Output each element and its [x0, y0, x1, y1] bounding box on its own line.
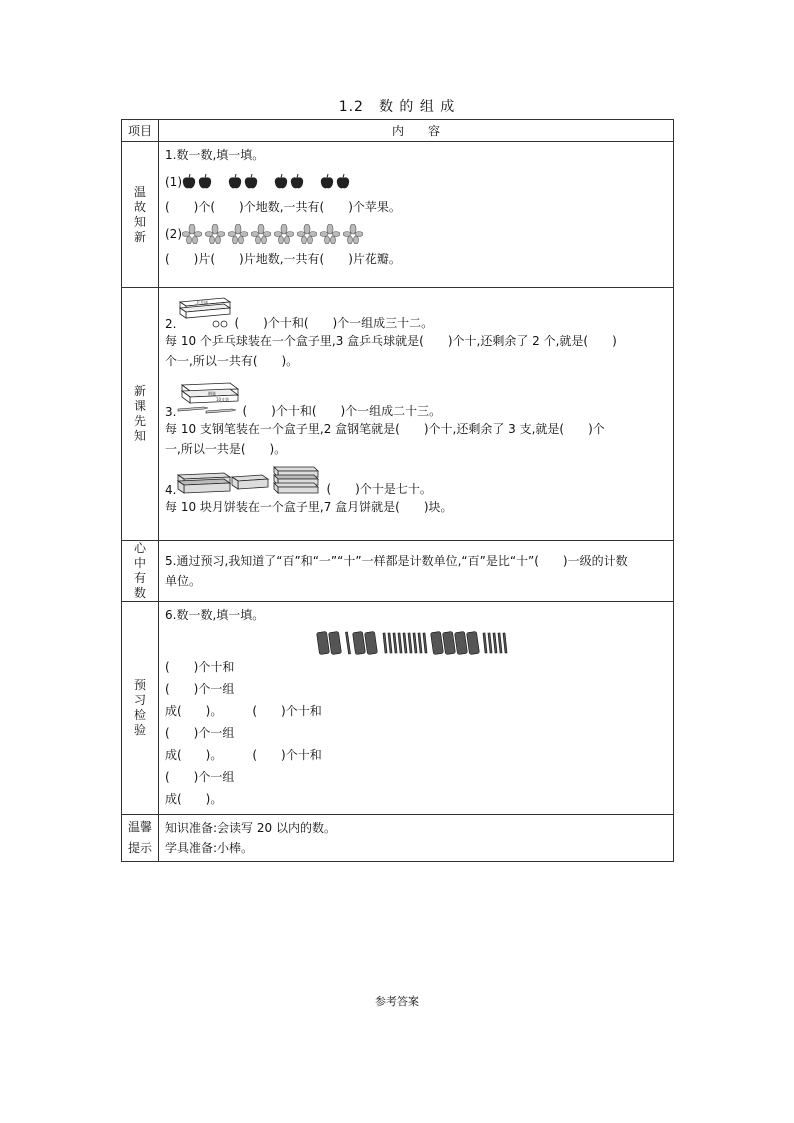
answer-key-heading: 参考答案	[375, 995, 419, 1008]
q1-b-prefix: (2)	[165, 227, 182, 241]
tips-line2: 学具准备:小棒。	[165, 841, 254, 855]
apple-pair	[320, 174, 352, 190]
header-row	[122, 120, 674, 142]
section-label-check: 预习检验	[133, 678, 146, 737]
q2-line1: 每 10 个乒乓球装在一个盒子里,3 盒乒乓球就是( )个十,还剩余了 2 个,就是( )	[165, 334, 617, 348]
tips-label-2: 提示	[127, 841, 152, 855]
q6-line-4: ( )个一组	[165, 726, 235, 740]
ping-pong-box-icon	[176, 294, 234, 328]
apple-icon	[198, 174, 212, 190]
petal-icon	[228, 224, 248, 244]
page-title: 1.2 数 的 组 成	[338, 99, 456, 115]
section-label-heart: 心中有数	[133, 541, 146, 600]
sticks-bundles-icon	[316, 628, 516, 656]
q4-line1: 每 10 块月饼装在一个盒子里,7 盒月饼就是( )块。	[165, 500, 453, 514]
q3-text: ( )个十和( )个一组成二十三。	[242, 404, 442, 418]
sticks-figure	[165, 627, 667, 657]
petal-icon	[343, 224, 363, 244]
q6-line-7: 成( )。	[165, 792, 223, 806]
apple-pair	[228, 174, 260, 190]
q1-a-prefix: (1)	[165, 175, 182, 189]
q2-text: ( )个十和( )个一组成三十二。	[234, 316, 434, 330]
q3-line1: 每 10 支钢笔装在一个盒子里,2 盒钢笔就是( )个十,还剩余了 3 支,就是( )个	[165, 422, 605, 436]
ball-box-label: 乒乓球	[196, 300, 209, 305]
petal-icon	[205, 224, 225, 244]
q3-line2: 一,所以一共是( )。	[165, 442, 287, 456]
section-review	[122, 142, 674, 288]
section-tips	[122, 815, 674, 862]
section-label-new: 新课先知	[133, 384, 146, 443]
q5-line2: 单位。	[165, 574, 202, 588]
q5-line1: 5.通过预习,我知道了“百”和“一”“十”一样都是计数单位,“百”是比“十”( )一级的计数	[165, 554, 628, 568]
q6-line-6: ( )个一组	[165, 770, 235, 784]
q2-prefix: 2.	[165, 317, 177, 331]
section-new	[122, 288, 674, 541]
q1-title: 1.数一数,填一填。	[165, 148, 265, 162]
q1-b-text: ( )片( )片地数,一共有( )片花瓣。	[165, 252, 401, 266]
header-col-item: 项目	[122, 120, 159, 142]
section-check	[122, 602, 674, 815]
q2-line2: 个一,所以一共有( )。	[165, 354, 299, 368]
apple-icon	[182, 174, 196, 190]
q6-line-1: ( )个十和	[165, 660, 235, 674]
q4-text: ( )个十是七十。	[326, 482, 432, 496]
q6-line-5: 成( )。 ( )个十和	[165, 748, 322, 762]
petal-icon	[251, 224, 271, 244]
q2-row	[165, 291, 667, 331]
section-label-review: 温故知新	[133, 184, 146, 244]
q3-prefix: 3.	[165, 405, 177, 419]
q6-line-3: 成( )。 ( )个十和	[165, 704, 322, 718]
header-col-content: 内 容	[159, 120, 674, 142]
q6-line-2: ( )个一组	[165, 682, 235, 696]
apple-pair	[182, 174, 214, 190]
apple-icon	[244, 174, 258, 190]
worksheet-table	[121, 119, 674, 862]
apple-icon	[290, 174, 304, 190]
apple-row	[165, 167, 667, 197]
apple-icon	[320, 174, 334, 190]
q4-row	[165, 461, 667, 497]
petal-icon	[182, 224, 202, 244]
pen-box-icon	[176, 379, 242, 415]
tips-line1: 知识准备:会读写 20 以内的数。	[165, 821, 336, 835]
q1-a-text: ( )个( )个地数,一共有( )个苹果。	[165, 200, 401, 214]
petal-row	[165, 219, 667, 249]
petal-icon	[320, 224, 340, 244]
pen-box-count-label: 10支装	[216, 397, 230, 402]
mooncake-boxes-icon	[176, 463, 326, 495]
q4-prefix: 4.	[165, 483, 177, 497]
petal-icon	[274, 224, 294, 244]
q3-row	[165, 375, 667, 419]
petal-icon	[297, 224, 317, 244]
apple-icon	[274, 174, 288, 190]
q6-title: 6.数一数,填一填。	[165, 608, 265, 622]
pen-box-label: 钢笔	[208, 391, 217, 396]
apple-icon	[336, 174, 350, 190]
section-heart	[122, 541, 674, 602]
apple-icon	[228, 174, 242, 190]
tips-label-1: 温馨	[127, 820, 152, 834]
apple-pair	[274, 174, 306, 190]
